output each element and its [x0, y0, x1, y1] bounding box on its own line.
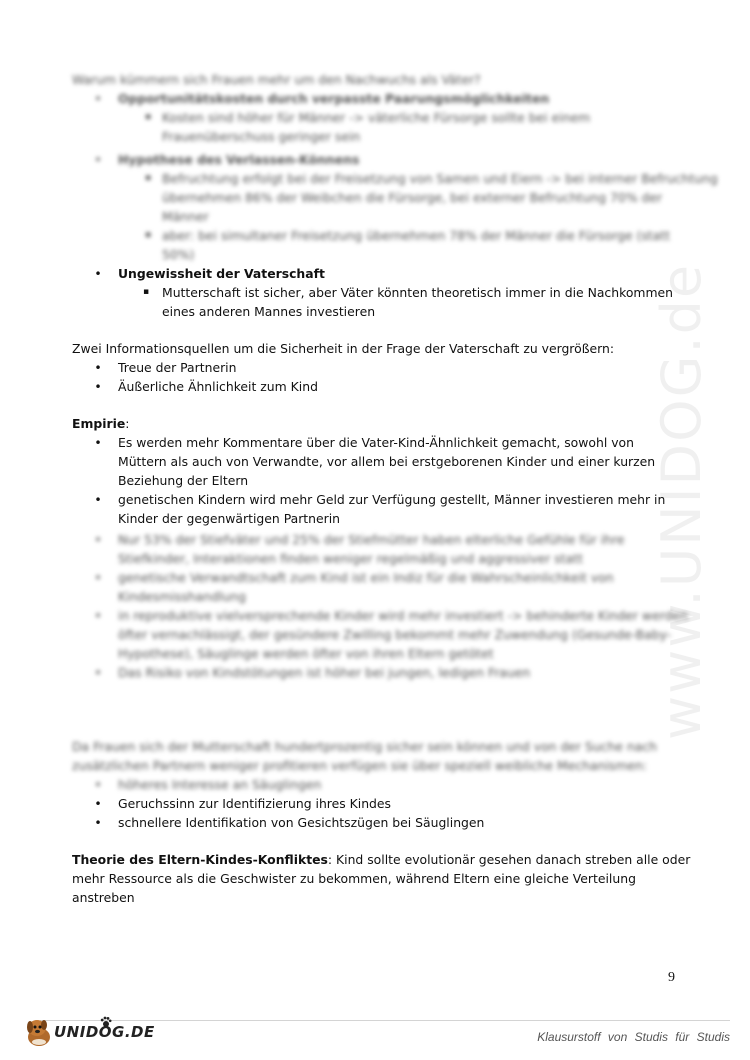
sub-bullet: ▪ — [142, 287, 150, 297]
list-item-line: Es werden mehr Kommentare über die Vater-Kind-Ähnlichkeit gemacht, sowohl von — [118, 435, 634, 450]
theory-text: : Kind sollte evolutionär gesehen danach streben alle oder — [327, 852, 691, 867]
heading-text: Empirie — [72, 416, 126, 431]
list-item: Geruchssinn zur Identifizierung ihres Kindes — [118, 796, 391, 811]
bullet: • — [94, 777, 102, 792]
heading-colon: : — [125, 416, 130, 431]
list-item-line: Kinder der gegenwärtigen Partnerin — [118, 511, 341, 526]
list-item: höheres Interesse an Säuglingen — [118, 777, 322, 792]
sub-item-line: Befruchtung erfolgt bei der Freisetzung von Samen und Eiern -> bei interner Befruchtung — [162, 171, 718, 186]
paragraph-line — [72, 850, 690, 869]
list-item: schnellere Identifikation von Gesichtszügen bei Säuglingen — [118, 815, 485, 830]
bullet: • — [94, 815, 102, 830]
sub-bullet: ▪ — [144, 112, 152, 122]
bullet: • — [94, 91, 102, 106]
bullet: • — [94, 665, 102, 680]
unidog-logo — [22, 1015, 157, 1050]
paragraph-line: anstreben — [72, 890, 135, 905]
footer-tagline: Klausurstoff von Studis für Studis — [537, 1030, 730, 1044]
list-item: Treue der Partnerin — [118, 360, 237, 375]
paragraph-line: mehr Ressource als die Geschwister zu bekommen, während Eltern eine gleiche Verteilung — [72, 871, 636, 886]
list-item-line: Kindesmisshandlung — [118, 589, 246, 604]
sub-item-line: Männer — [162, 209, 209, 224]
list-item-line: Das Risiko von Kindstötungen ist höher bei jungen, ledigen Frauen — [118, 665, 531, 680]
paragraph-line: Da Frauen sich der Mutterschaft hundertprozentig sicher sein können und von der Suche nach — [72, 739, 658, 754]
dog-mascot-icon — [22, 1015, 56, 1049]
sub-item-line: Frauenüberschuss geringer sein — [162, 129, 361, 144]
watermark: www.UNIDOG.de — [650, 262, 713, 740]
list-item-line: Nur 53% der Stiefväter und 25% der Stiefmütter haben elterliche Gefühle für ihre — [118, 532, 625, 547]
bullet: • — [94, 360, 102, 375]
bullet: • — [94, 608, 102, 623]
list-item-line: Müttern als auch von Verwandte, vor allem bei erstgeborenen Kinder und einer kurzen — [118, 454, 656, 469]
section-question: Warum kümmern sich Frauen mehr um den Nachwuchs als Väter? — [72, 72, 481, 87]
list-item-line: genetische Verwandtschaft zum Kind ist ein Indiz für die Wahrscheinlichkeit von — [118, 570, 614, 585]
sub-bullet: ▪ — [144, 173, 152, 183]
bullet: • — [94, 492, 102, 507]
sub-item-line: Kosten sind höher für Männer -> väterliche Fürsorge sollte bei einem — [162, 110, 591, 125]
bullet: • — [94, 570, 102, 585]
paragraph: Zwei Informationsquellen um die Sicherheit in der Frage der Vaterschaft zu vergrößern: — [72, 341, 615, 356]
list-item-line: öfter vernachlässigt, der gesündere Zwilling bekommt mehr Zuwendung (Gesunde-Baby- — [118, 627, 672, 642]
sub-item-line: aber: bei simultaner Freisetzung übernehmen 78% der Männer die Fürsorge (statt — [162, 228, 670, 243]
list-item-line: Beziehung der Eltern — [118, 473, 249, 488]
list-item-line: Stiefkinder, Interaktionen finden weniger regelmäßig und aggressiver statt — [118, 551, 583, 566]
theory-heading: Theorie des Eltern-Kindes-Konfliktes — [72, 852, 328, 867]
sub-item-line: Mutterschaft ist sicher, aber Väter könnten theoretisch immer in die Nachkommen — [162, 285, 674, 300]
sub-item-line: 50%) — [162, 247, 195, 262]
paragraph-line: zusätzlichen Partnern weniger profitieren verfügen sie über speziell weibliche Mechanismen: — [72, 758, 648, 773]
bullet: • — [94, 266, 102, 281]
page-number: 9 — [668, 970, 675, 985]
list-item-line: genetischen Kindern wird mehr Geld zur Verfügung gestellt, Männer investieren mehr in — [118, 492, 666, 507]
list-item: Äußerliche Ähnlichkeit zum Kind — [118, 379, 318, 394]
logo-text: UNIDOG.DE — [54, 1023, 155, 1041]
bullet: • — [94, 532, 102, 547]
bullet: • — [94, 379, 102, 394]
sub-bullet: ▪ — [144, 230, 152, 240]
bullet: • — [94, 435, 102, 450]
bullet: • — [94, 152, 102, 167]
sub-item-line: übernehmen 86% der Weibchen die Fürsorge, bei externer Befruchtung 70% der — [162, 190, 663, 205]
list-item-line: in reproduktive vielversprechende Kinder wird mehr investiert -> behinderte Kinder werden — [118, 608, 688, 623]
bullet: • — [94, 796, 102, 811]
list-item: Hypothese des Verlassen-Könnens — [118, 152, 360, 167]
sub-item-line: eines anderen Mannes investieren — [162, 304, 376, 319]
list-item-line: Hypothese), Säuglinge werden öfter von ihren Eltern getötet — [118, 646, 494, 661]
list-item: Opportunitätskosten durch verpasste Paarungsmöglichkeiten — [118, 91, 550, 106]
list-item: Ungewissheit der Vaterschaft — [118, 266, 325, 281]
section-heading — [72, 414, 129, 433]
